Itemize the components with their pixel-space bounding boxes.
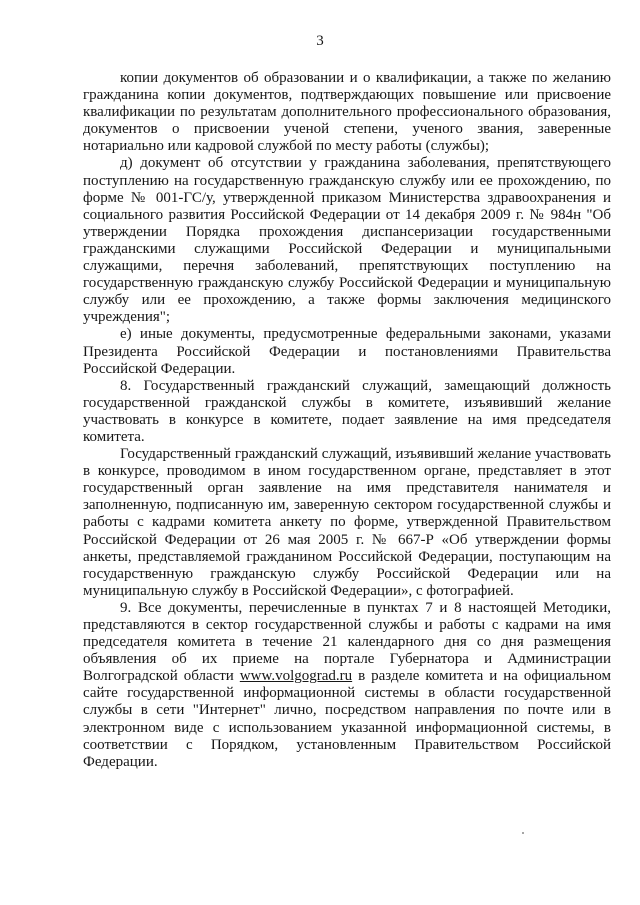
- paragraph-education-documents: копии документов об образовании и о квалификации, а также по желанию гражданина копии документов, подтверждающих повышение или присвоение квалификации по результатам дополнительного профессионального образования, документов о присвоении ученой степени, ученого звания, заверенные нотариально или кадровой службой по месту работы (службы);: [83, 70, 611, 155]
- scan-speck: [522, 832, 524, 834]
- paragraph-item-9-part1: 9. Все документы, перечисленные в пунктах 7 и 8 настоящей Методики, представляются в сектор государственной службы и работы с кадрами на имя председателя комитета в течение 21 календарного дня со дня размещения объявления об их приеме на портале Губернатора и Администрации Волгоградской области: [83, 599, 611, 685]
- page-number: 3: [316, 33, 324, 49]
- paragraph-item-9-part2: в разделе комитета и на официальном сайте государственной информационной системы в области государственной службы в сети "Интернет" лично, посредством направления по почте или в электронном виде с использованием указанной информационной системы, в соответствии с Порядком, установленным Правительством Российской Федерации.: [83, 668, 611, 770]
- paragraph-item-8: 8. Государственный гражданский служащий, замещающий должность государственной гражданской службы в комитете, изъявивший желание участвовать в конкурсе в комитете, подает заявление на имя председателя комитета.: [83, 377, 611, 445]
- paragraph-other-documents: е) иные документы, предусмотренные федеральными законами, указами Президента Российской Федерации и постановлениями Правительства Российской Федерации.: [83, 326, 611, 377]
- document-body: [83, 70, 611, 771]
- paragraph-item-9: [83, 600, 611, 771]
- volgograd-portal-link[interactable]: www.volgograd.ru: [239, 668, 353, 685]
- paragraph-medical-document: д) документ об отсутствии у гражданина заболевания, препятствующего поступлению на государственную гражданскую службу или ее прохождению, по форме № 001-ГС/у, утвержденной приказом Министерства здравоохранения и социального развития Российской Федерации от 14 декабря 2009 г. № 984н "Об утверждении Порядка прохождения диспансеризации государственными гражданскими служащими Российской Федерации и муниципальными служащими, перечня заболеваний, препятствующих поступлению на государственную гражданскую службу Российской Федерации и муниципальную службу или ее прохождению, а также формы заключения медицинского учреждения";: [83, 155, 611, 326]
- paragraph-other-agency: Государственный гражданский служащий, изъявивший желание участвовать в конкурсе, проводимом в ином государственном органе, представляет в этот государственный орган заявление на имя представителя нанимателя и заполненную, подписанную им, заверенную сектором государственной службы и работы с кадрами комитета анкету по форме, утвержденной Правительством Российской Федерации от 26 мая 2005 г. № 667-Р «Об утверждении формы анкеты, представляемой гражданином Российской Федерации, поступающим на государственную гражданскую службу Российской Федерации или на муниципальную службу в Российской Федерации», с фотографией.: [83, 446, 611, 599]
